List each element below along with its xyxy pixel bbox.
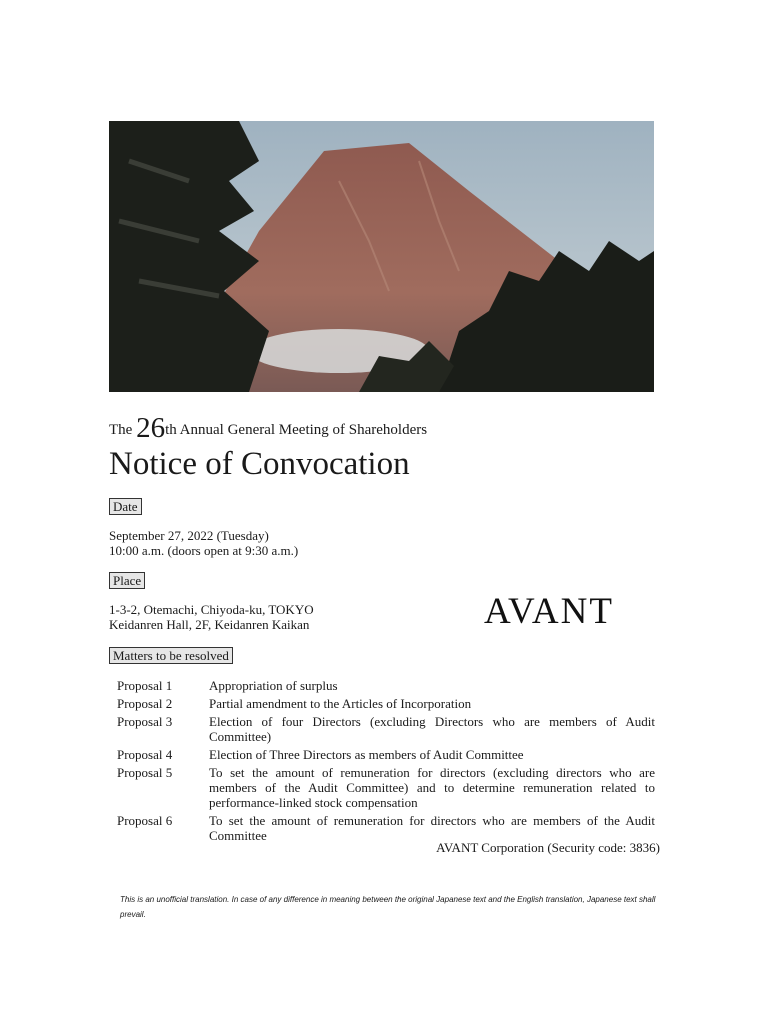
translation-disclaimer: This is an unofficial translation. In case of any difference in meaning between the original Japanese text and the English translation, Japanese text shall prevail. [120,895,656,919]
meeting-ordinal-number: 26 [136,412,166,444]
proposal-number: Proposal 6 [117,813,173,828]
proposal-row [117,678,655,696]
place-details [109,602,314,632]
proposal-row [117,747,655,765]
matters-label: Matters to be resolved [109,647,233,664]
proposal-row [117,714,655,747]
proposal-number: Proposal 5 [117,765,173,780]
proposal-number: Proposal 3 [117,714,173,729]
page-title: Notice of Convocation [109,446,410,482]
proposal-text: Appropriation of surplus [209,678,338,693]
proposal-number: Proposal 2 [117,696,173,711]
meeting-date: September 27, 2022 (Tuesday) [109,528,269,543]
meeting-time: 10:00 a.m. (doors open at 9:30 a.m.) [109,543,299,558]
proposal-row [117,696,655,714]
proposal-number: Proposal 4 [117,747,173,762]
proposal-text: Election of Three Directors as members of Audit Committee [209,747,524,762]
cover-photo-mount-fuji [109,121,654,392]
date-details [109,528,298,558]
meeting-subtitle [109,412,427,445]
company-logo: AVANT [484,591,614,632]
proposal-text: To set the amount of remuneration for directors who are members of the Audit Committee [209,813,655,843]
place-label: Place [109,572,145,589]
venue-hall: Keidanren Hall, 2F, Keidanren Kaikan [109,617,310,632]
proposal-row [117,765,655,813]
proposals-table [117,678,655,846]
venue-address: 1-3-2, Otemachi, Chiyoda-ku, TOKYO [109,602,314,617]
proposal-text: Election of four Directors (excluding Directors who are members of Audit Committee) [209,714,655,744]
company-security-code: AVANT Corporation (Security code: 3836) [436,840,660,855]
subtitle-prefix: The [109,422,133,438]
date-label: Date [109,498,142,515]
proposal-number: Proposal 1 [117,678,173,693]
subtitle-text: th Annual General Meeting of Shareholders [165,422,428,438]
proposal-text: To set the amount of remuneration for directors (excluding directors who are members of the Audit Committee) and to determine remuneration related to performance-linked stock compensation [209,765,655,810]
proposal-text: Partial amendment to the Articles of Incorporation [209,696,472,711]
